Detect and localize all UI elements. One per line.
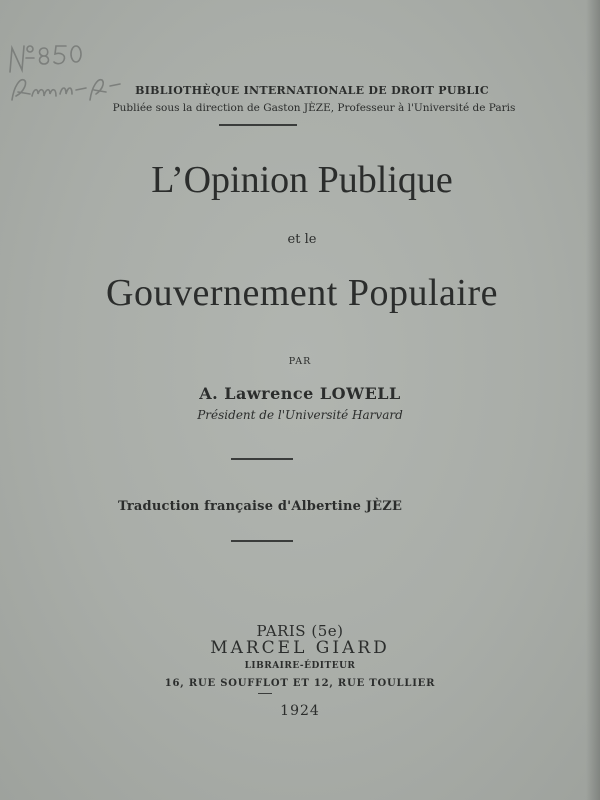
translator-credit: Traduction française d'Albertine JÈZE (117, 499, 403, 514)
author-name: A. Lawrence LOWELL (199, 384, 401, 403)
author-by-label: PAR (288, 356, 312, 367)
book-title-line-2: Gouvernement Populaire (106, 272, 498, 314)
divider-rule (231, 458, 293, 460)
imprint-city: PARIS (5e) (256, 622, 344, 640)
author-role: Président de l'Université Harvard (197, 408, 403, 422)
imprint-address: 16, RUE SOUFFLOT ET 12, RUE TOULLIER (164, 678, 436, 689)
page-edge-shadow (586, 0, 600, 800)
book-title-line-1: L’Opinion Publique (151, 159, 453, 201)
divider-rule (219, 124, 297, 126)
book-title-conjunction: et le (287, 232, 317, 247)
imprint-publisher-role: LIBRAIRE-ÉDITEUR (244, 661, 356, 671)
series-title: BIBLIOTHÈQUE INTERNATIONALE DE DROIT PUBLIC (135, 84, 489, 97)
imprint-year: 1924 (280, 703, 320, 719)
divider-rule (258, 693, 272, 694)
divider-rule (231, 540, 293, 542)
imprint-publisher: MARCEL GIARD (210, 638, 390, 658)
series-subtitle: Publiée sous la direction de Gaston JÈZE, Professeur à l'Université de Paris (112, 102, 516, 114)
